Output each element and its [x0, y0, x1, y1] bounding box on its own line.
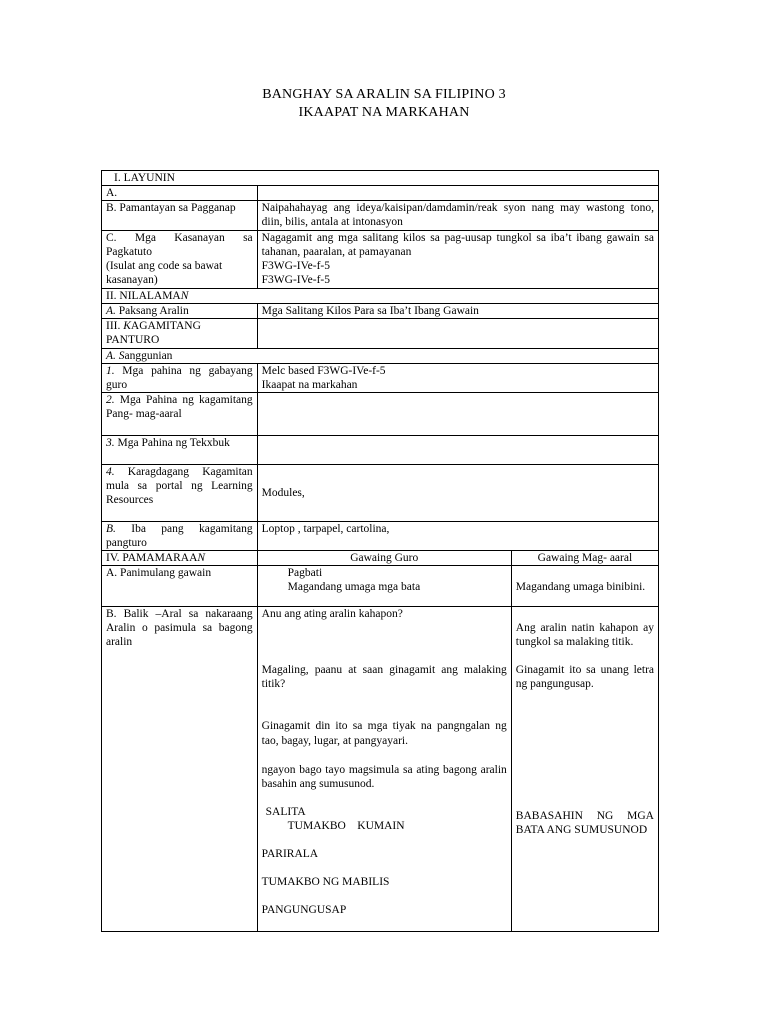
row-kagamitan	[102, 319, 659, 349]
mag-aaral-sagot-3: BABASAHIN NG MGA BATA ANG SUMUSUNOD	[515, 810, 654, 836]
melc-code: Melc based F3WG-IVe-f-5	[261, 365, 386, 377]
karagdagang-label: 4. Karagdagang Kagamitan mula sa portal ng Learning Resources	[102, 465, 258, 522]
row-balik-aral	[102, 607, 659, 932]
gawaing-guro-heading: Gawaing Guro	[257, 551, 511, 566]
row-karagdagang-kagamitan	[102, 465, 659, 522]
panimulang-mag-aaral	[511, 566, 658, 607]
tekxbuk-label: 3. Mga Pahina ng Tekxbuk	[102, 436, 258, 465]
kasanayan-label	[102, 231, 258, 289]
kasanayan-value	[257, 231, 658, 289]
kasanayan-label-main: C. Mga Kasanayan sa Pagkatuto	[106, 232, 253, 258]
guro-tanong-2: Magaling, paanu at saan ginagamit ang malaking titik?	[261, 664, 507, 690]
lesson-plan-table	[101, 170, 659, 932]
salita-words: TUMAKBO KUMAIN	[287, 820, 405, 832]
row-layunin	[102, 171, 659, 186]
mag-aaral-sagot-2: Ginagamit ito sa unang letra ng pangungusap.	[515, 664, 654, 690]
row-pamamaraan	[102, 551, 659, 566]
row-sanggunian	[102, 349, 659, 364]
kasanayan-label-note: (Isulat ang code sa bawat kasanayan)	[106, 260, 223, 286]
row-kagamitang-pang-mag-aaral	[102, 393, 659, 436]
row-panimulang-gawain	[102, 566, 659, 607]
title-line-2: IKAAPAT NA MARKAHAN	[298, 105, 470, 120]
pagbati: Pagbati	[287, 567, 323, 579]
row-nilalaman	[102, 289, 659, 304]
kasanayan-code-2: F3WG-IVe-f-5	[261, 274, 330, 286]
salita-label: SALITA	[265, 806, 306, 818]
row-iba-pang-kagamitan	[102, 522, 659, 551]
paksang-value: Mga Salitang Kilos Para sa Iba’t Ibang Gawain	[257, 304, 658, 319]
row-gabayang-guro	[102, 364, 659, 393]
pamantayan-value: Naipahahayag ang ideya/kaisipan/damdamin/reak syon nang may wastong tono, diin, bilis, antala at intonasyon	[257, 201, 658, 231]
karagdagang-value: Modules,	[257, 465, 658, 522]
balik-aral-label: B. Balik –Aral sa nakaraang Aralin o pasimula sa bagong aralin	[102, 607, 258, 932]
balik-aral-mag-aaral	[511, 607, 658, 932]
mag-aaral-sagot-1: Ang aralin natin kahapon ay tungkol sa malaking titik.	[515, 622, 654, 648]
kagamitan-heading: III. KAGAMITANG PANTURO	[102, 319, 258, 349]
layunin-heading: I. LAYUNIN	[102, 171, 659, 186]
row-a	[102, 186, 659, 201]
a-label: A.	[102, 186, 258, 201]
panimulang-guro	[257, 566, 511, 607]
iba-pang-label: B. Iba pang kagamitang pangturo	[102, 522, 258, 551]
row-tekxbuk	[102, 436, 659, 465]
magandang-umaga-guro: Magandang umaga mga bata	[287, 581, 421, 593]
pamantayan-label: B. Pamantayan sa Pagganap	[102, 201, 258, 231]
title-line-1: BANGHAY SA ARALIN SA FILIPINO 3	[262, 87, 506, 102]
gawaing-mag-aaral-heading: Gawaing Mag- aaral	[511, 551, 658, 566]
sanggunian-heading: A. Sanggunian	[102, 349, 659, 364]
balik-aral-guro	[257, 607, 511, 932]
markahan: Ikaapat na markahan	[261, 379, 358, 391]
row-kasanayan	[102, 231, 659, 289]
kasanayan-code-1: F3WG-IVe-f-5	[261, 260, 330, 272]
guro-tanong-1: Anu ang ating aralin kahapon?	[261, 608, 403, 620]
guro-paliwanag: Ginagamit din ito sa mga tiyak na pangngalan ng tao, bagay, lugar, at pangyayari.	[261, 720, 507, 747]
magandang-umaga-mag-aaral: Magandang umaga binibini.	[515, 581, 646, 593]
tekxbuk-value	[257, 436, 658, 465]
a-value	[257, 186, 658, 201]
parirala-label: PARIRALA	[261, 848, 319, 860]
pangungusap-label: PANGUNGUSAP	[261, 904, 347, 916]
parirala-words: TUMAKBO NG MABILIS	[261, 876, 390, 888]
row-paksang-aralin	[102, 304, 659, 319]
kagamitang-mag-aaral-label: 2. Mga Pahina ng kagamitang Pang- mag-aaral	[102, 393, 258, 436]
gabayang-guro-label: 1. Mga pahina ng gabayang guro	[102, 364, 258, 393]
nilalaman-heading: II. NILALAMAN	[102, 289, 659, 304]
panimulang-label: A. Panimulang gawain	[102, 566, 258, 607]
document-header	[0, 86, 768, 122]
row-pamantayan	[102, 201, 659, 231]
gabayang-guro-value	[257, 364, 658, 393]
paksang-label: A. Paksang Aralin	[102, 304, 258, 319]
kasanayan-text: Nagagamit ang mga salitang kilos sa pag-uusap tungkol sa iba’t ibang gawain sa tahanan, paaralan, at pamayanan	[261, 232, 654, 258]
pamamaraan-heading: IV. PAMAMARAAN	[102, 551, 258, 566]
kagamitang-mag-aaral-value	[257, 393, 658, 436]
guro-panuto: ngayon bago tayo magsimula sa ating bagong aralin basahin ang sumusunod.	[261, 764, 507, 790]
iba-pang-value: Loptop , tarpapel, cartolina,	[257, 522, 658, 551]
kagamitan-value	[257, 319, 658, 349]
